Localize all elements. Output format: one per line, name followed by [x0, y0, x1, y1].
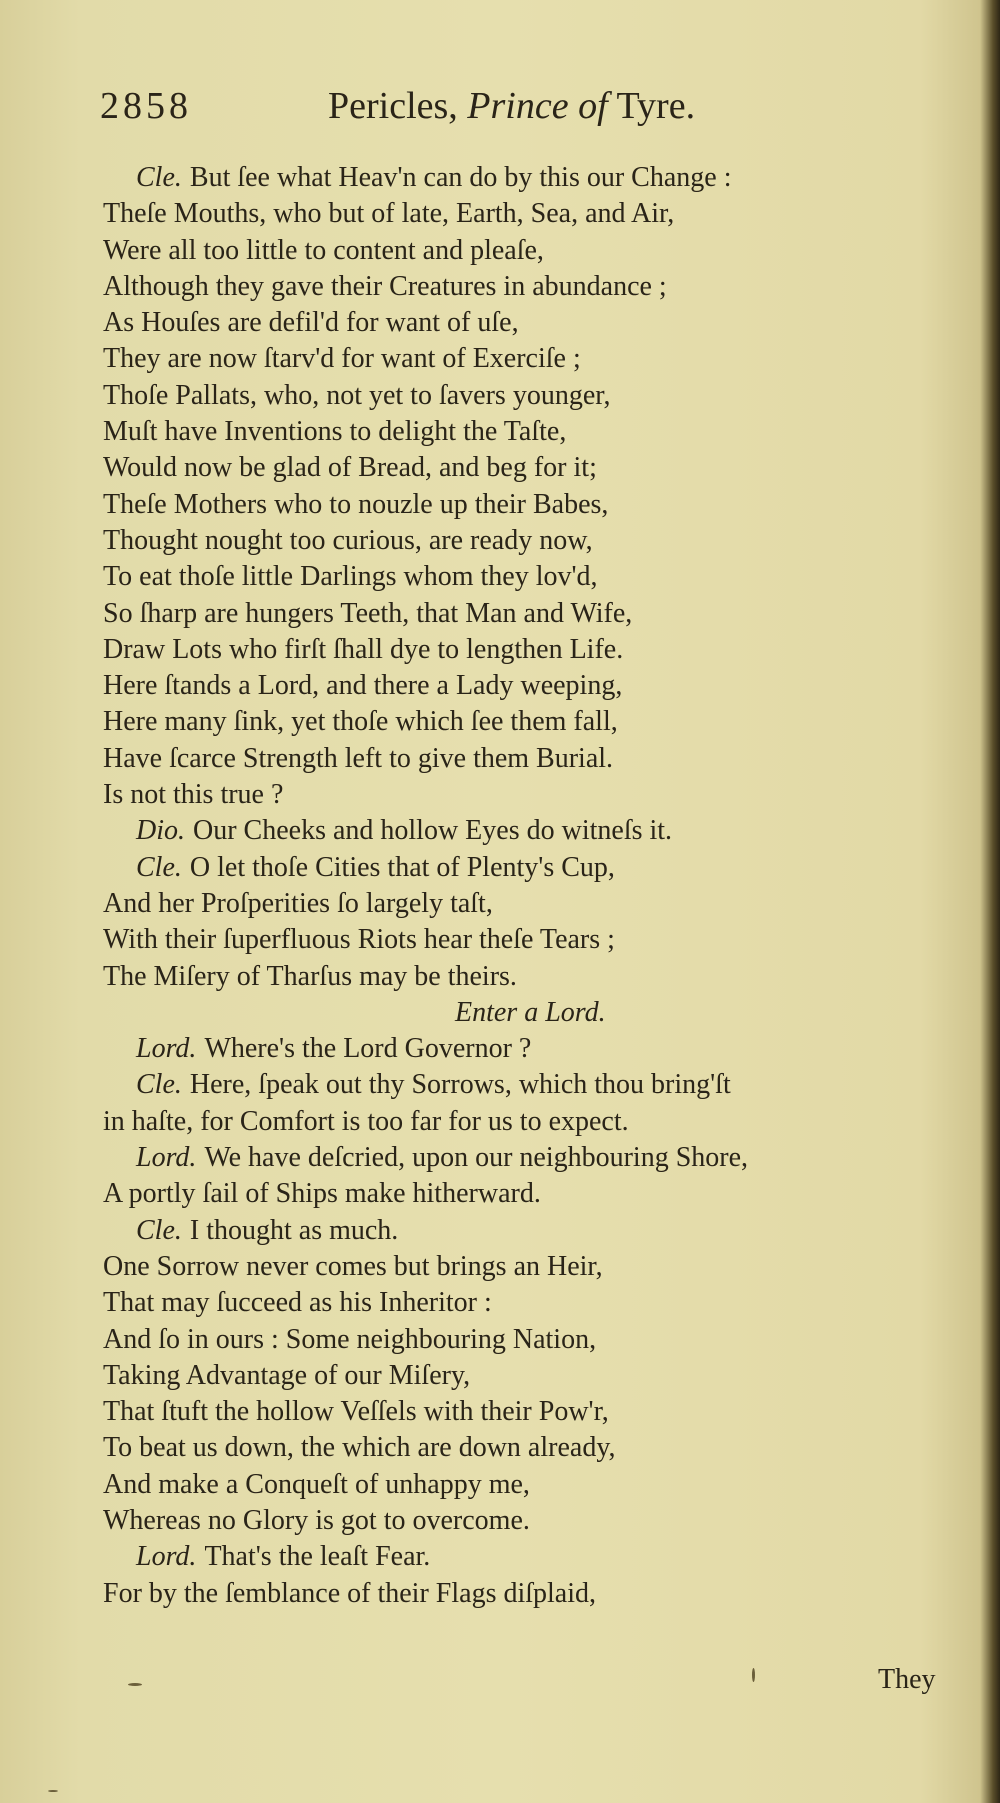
running-header — [100, 84, 800, 134]
line-text: Would now be glad of Bread, and beg for it; — [103, 452, 597, 484]
text-line — [103, 1067, 983, 1103]
ink-speck — [128, 1683, 142, 1686]
line-text: That may ſucceed as his Inheritor : — [103, 1287, 492, 1319]
text-line — [103, 668, 983, 704]
line-text: in haſte, for Comfort is too far for us to expect. — [103, 1105, 629, 1137]
text-line — [103, 1503, 983, 1539]
text-line — [103, 450, 983, 486]
line-text: Although they gave their Creatures in abundance ; — [103, 270, 667, 302]
line-text: Taking Advantage of our Miſery, — [103, 1359, 471, 1391]
line-text: A portly ſail of Ships make hitherward. — [103, 1178, 541, 1210]
line-text: Draw Lots who firſt ſhall dye to lengthen Life. — [103, 633, 624, 665]
title-italic: Prince — [467, 85, 569, 127]
text-line — [103, 487, 983, 523]
text-line — [103, 632, 983, 668]
line-text: Our Cheeks and hollow Eyes do witneſs it. — [193, 815, 673, 847]
text-line — [103, 959, 983, 995]
line-text: Muſt have Inventions to delight the Taſte, — [103, 416, 567, 448]
text-line — [103, 1104, 983, 1140]
line-text: Thoſe Pallats, who, not yet to ſavers younger, — [103, 379, 611, 411]
line-text: Here ſtands a Lord, and there a Lady weeping, — [103, 670, 623, 702]
play-text — [103, 160, 983, 1612]
title-roman: Pericles, — [328, 85, 458, 127]
text-line — [103, 414, 983, 450]
line-text: To eat thoſe little Darlings whom they lov'd, — [103, 561, 598, 593]
line-text: Have ſcarce Strength left to give them Burial. — [103, 742, 614, 774]
text-line — [103, 741, 983, 777]
text-line — [103, 341, 983, 377]
line-text: They are now ſtarv'd for want of Exerciſe ; — [103, 343, 581, 375]
speaker-name: Dio. — [136, 815, 185, 847]
speaker-name: Lord. — [136, 1142, 197, 1174]
line-text: But ſee what Heav'n can do by this our Change : — [189, 162, 732, 193]
line-text: The Miſery of Tharſus may be theirs. — [103, 960, 517, 992]
text-line — [103, 1213, 983, 1249]
line-text: That's the leaſt Fear. — [204, 1541, 431, 1573]
text-line — [103, 1430, 983, 1466]
text-line — [103, 378, 983, 414]
text-line — [103, 1576, 983, 1612]
page-number: 2858 — [100, 85, 192, 127]
line-text: And her Proſperities ſo largely taſt, — [103, 887, 493, 919]
line-text: Theſe Mothers who to nouzle up their Babes, — [103, 488, 609, 520]
line-text: Whereas no Glory is got to overcome. — [103, 1504, 530, 1536]
line-text: And make a Conqueſt of unhappy me, — [103, 1468, 530, 1500]
speaker-name: Lord. — [136, 1541, 197, 1573]
speaker-name: Cle. — [136, 162, 182, 193]
text-line — [103, 523, 983, 559]
text-line — [103, 1394, 983, 1430]
line-text: That ſtuft the hollow Veſſels with their Pow'r, — [103, 1396, 609, 1428]
text-line — [103, 233, 983, 269]
text-line — [103, 777, 983, 813]
line-text: With their ſuperfluous Riots hear theſe Tears ; — [103, 924, 615, 956]
text-line — [103, 813, 983, 849]
text-line — [103, 1539, 983, 1575]
ink-speck — [752, 1668, 755, 1682]
text-line — [103, 1285, 983, 1321]
title-end: Tyre. — [616, 85, 696, 127]
speaker-name: Lord. — [136, 1033, 197, 1065]
speaker-name: Cle. — [136, 851, 182, 883]
stage-direction: Enter a Lord. — [455, 996, 606, 1028]
text-line — [103, 1358, 983, 1394]
text-line — [103, 269, 983, 305]
text-line — [103, 850, 983, 886]
line-text: And ſo in ours : Some neighbouring Nation, — [103, 1323, 597, 1355]
text-line — [103, 1467, 983, 1503]
speaker-name: Cle. — [136, 1214, 182, 1246]
line-text: Is not this true ? — [103, 779, 284, 811]
text-line — [103, 160, 983, 196]
text-line — [103, 886, 983, 922]
text-line — [103, 704, 983, 740]
running-title — [328, 84, 695, 128]
line-text: O let thoſe Cities that of Plenty's Cup, — [189, 851, 615, 883]
line-text: To beat us down, the which are down already, — [103, 1432, 616, 1464]
text-line — [103, 305, 983, 341]
text-line — [103, 1140, 983, 1176]
line-text: For by the ſemblance of their Flags diſplaid, — [103, 1577, 597, 1609]
line-text: Were all too little to content and pleaſe, — [103, 234, 544, 266]
line-text: So ſharp are hungers Teeth, that Man and Wife, — [103, 597, 633, 629]
text-line — [103, 1322, 983, 1358]
text-line — [103, 1031, 983, 1067]
line-text: We have deſcried, upon our neighbouring Shore, — [204, 1142, 749, 1174]
line-text: Here many ſink, yet thoſe which ſee them fall, — [103, 706, 618, 738]
line-text: Here, ſpeak out thy Sorrows, which thou bring'ſt — [189, 1069, 731, 1101]
line-text: Theſe Mouths, who but of late, Earth, Sea, and Air, — [103, 198, 675, 230]
text-line — [103, 922, 983, 958]
text-line — [103, 196, 983, 232]
line-text: One Sorrow never comes but brings an Heir, — [103, 1250, 603, 1282]
catchword: They — [878, 1664, 936, 1695]
speaker-name: Cle. — [136, 1069, 182, 1101]
text-line — [103, 559, 983, 595]
line-text: As Houſes are defil'd for want of uſe, — [103, 307, 519, 339]
line-text: Where's the Lord Governor ? — [204, 1033, 532, 1065]
line-text: I thought as much. — [189, 1214, 399, 1246]
title-italic: of — [578, 85, 608, 127]
ink-speck — [48, 1790, 58, 1792]
text-line — [103, 1176, 983, 1212]
line-text: Thought nought too curious, are ready now, — [103, 524, 593, 556]
text-line — [103, 596, 983, 632]
text-line — [103, 1249, 983, 1285]
